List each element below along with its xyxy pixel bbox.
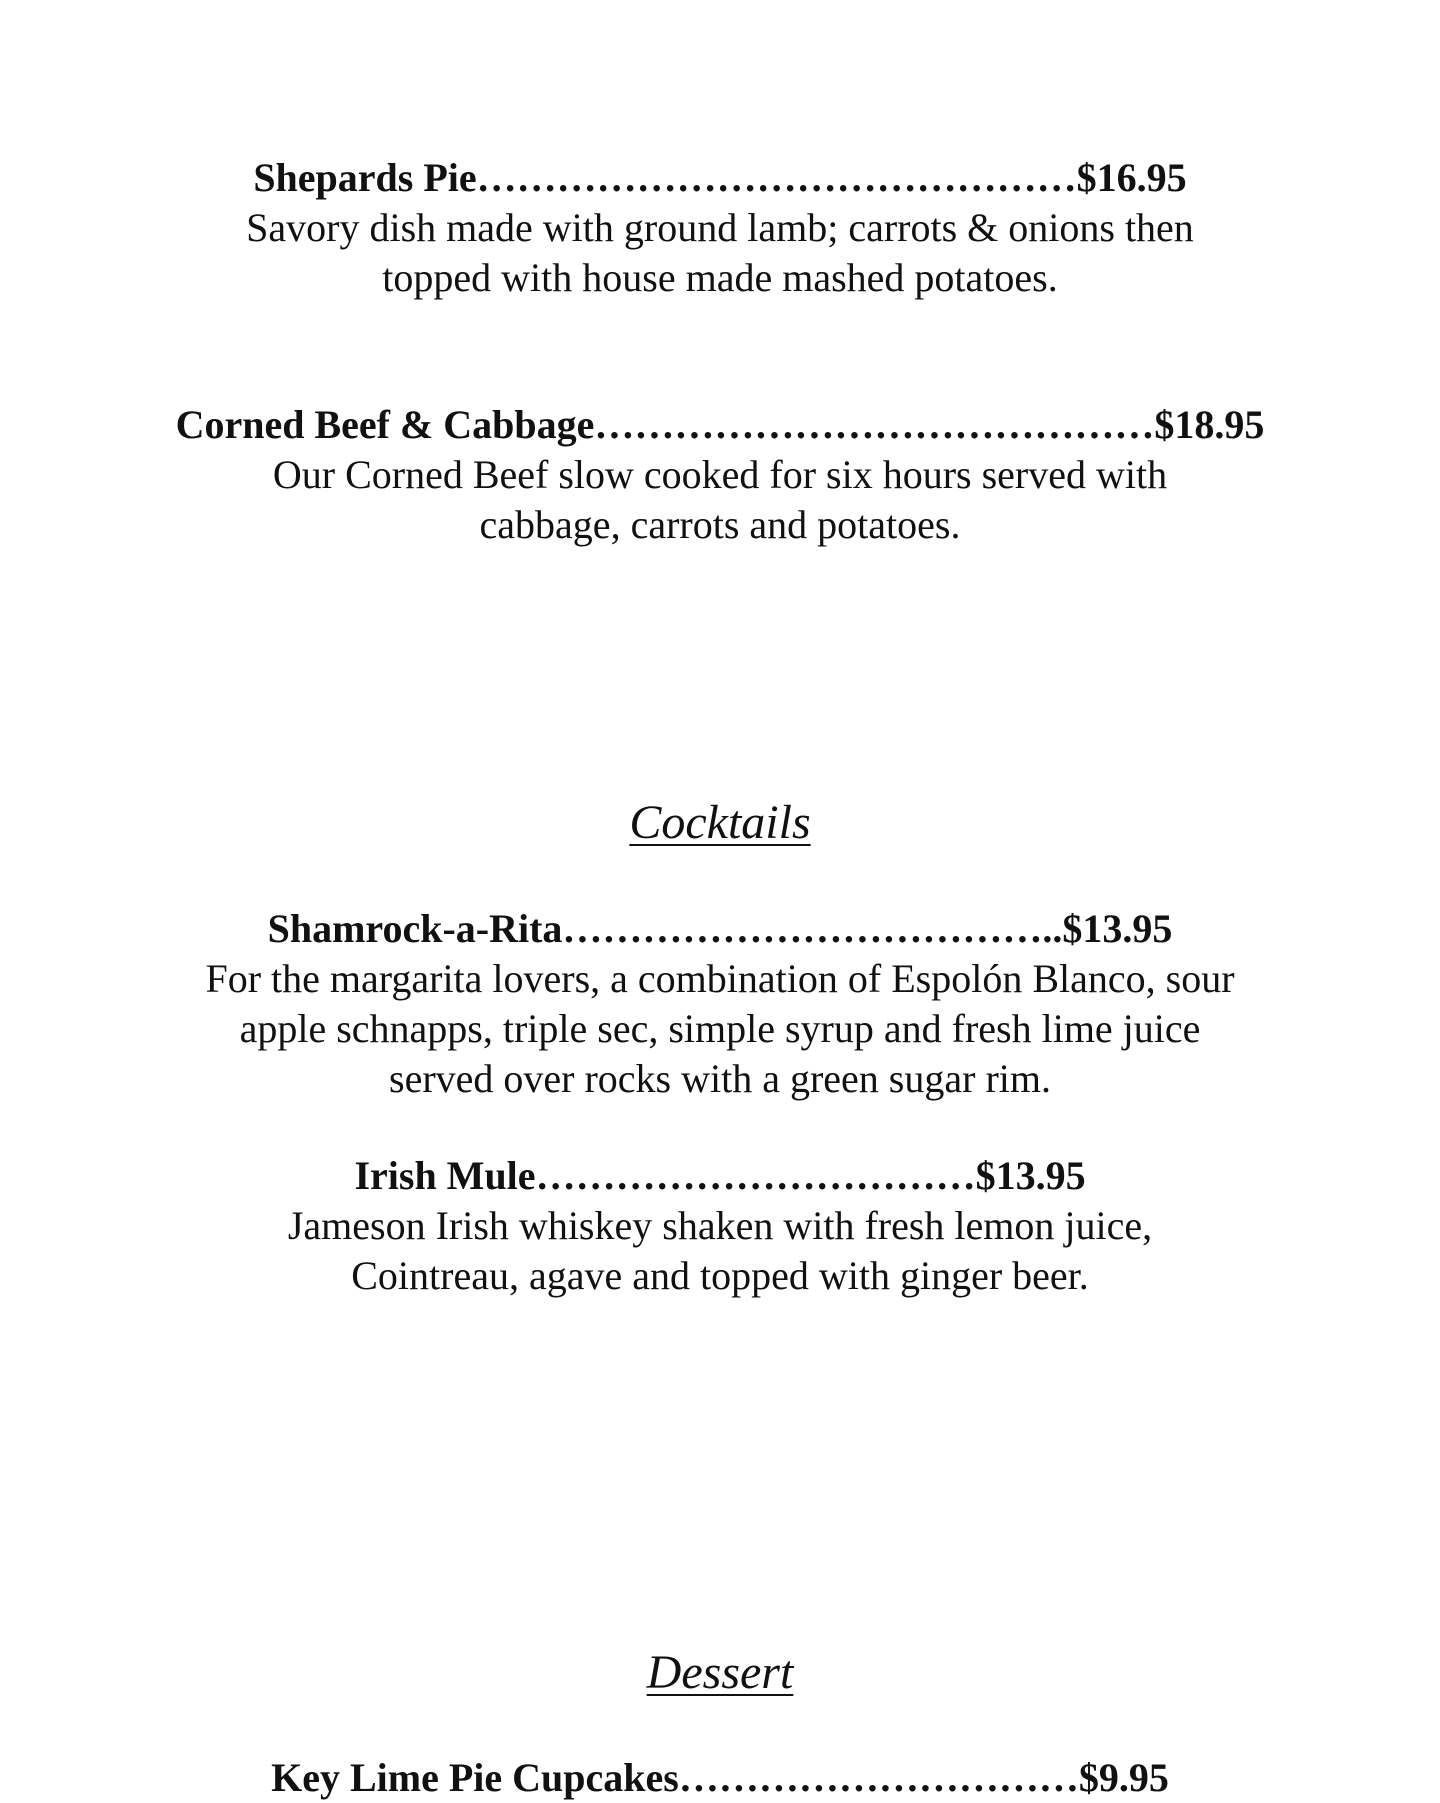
description-line: cabbage, carrots and potatoes. <box>479 502 961 547</box>
menu-item-name: Corned Beef & Cabbage <box>175 402 595 447</box>
menu-item-shamrock-a-rita <box>0 904 1440 1104</box>
description-line: topped with house made mashed potatoes. <box>382 255 1058 300</box>
description-line: apple schnapps, triple sec, simple syrup and fresh lime juice <box>239 1006 1201 1051</box>
menu-item-description <box>0 954 1440 1104</box>
menu-item-title <box>0 400 1440 450</box>
menu-item-title <box>0 1753 1440 1803</box>
description-line: Our Corned Beef slow cooked for six hours served with <box>272 452 1168 497</box>
description-line: For the margarita lovers, a combination of Espolón Blanco, sour <box>205 956 1235 1001</box>
menu-item-price: $16.95 <box>1076 155 1187 200</box>
menu-item-leader: ……………………………………… <box>476 155 1077 200</box>
menu-item-key-lime-pie-cupcakes <box>0 1753 1440 1803</box>
menu-item-name: Shamrock-a-Rita <box>267 906 563 951</box>
menu-item-description <box>0 1201 1440 1301</box>
menu-item-price: $18.95 <box>1154 402 1265 447</box>
menu-item-leader: ………………………… <box>678 1755 1079 1800</box>
description-line: Jameson Irish whiskey shaken with fresh lemon juice, <box>287 1203 1153 1248</box>
menu-item-price: $13.95 <box>975 1153 1086 1198</box>
description-line: Cointreau, agave and topped with ginger beer. <box>351 1253 1089 1298</box>
description-line: Savory dish made with ground lamb; carrots & onions then <box>246 205 1194 250</box>
menu-item-shepards-pie <box>0 153 1440 303</box>
menu-item-title <box>0 904 1440 954</box>
menu-item-irish-mule <box>0 1151 1440 1301</box>
menu-item-corned-beef-cabbage <box>0 400 1440 550</box>
section-heading-dessert: Dessert <box>646 1646 794 1699</box>
menu-item-price: $13.95 <box>1062 906 1173 951</box>
menu-item-description <box>0 450 1440 550</box>
menu-item-price: $9.95 <box>1078 1755 1169 1800</box>
menu-item-name: Shepards Pie <box>253 155 477 200</box>
menu-item-leader: …………………………………… <box>594 402 1155 447</box>
section-heading-cocktails: Cocktails <box>629 796 811 849</box>
menu-item-name: Irish Mule <box>354 1153 536 1198</box>
menu-item-name: Key Lime Pie Cupcakes <box>271 1755 679 1800</box>
menu-item-leader: …………………………… <box>535 1153 976 1198</box>
menu-item-leader: ……………………………….. <box>562 906 1063 951</box>
description-line: served over rocks with a green sugar rim. <box>389 1056 1051 1101</box>
menu-item-title <box>0 153 1440 203</box>
menu-item-description <box>0 203 1440 303</box>
menu-item-title <box>0 1151 1440 1201</box>
